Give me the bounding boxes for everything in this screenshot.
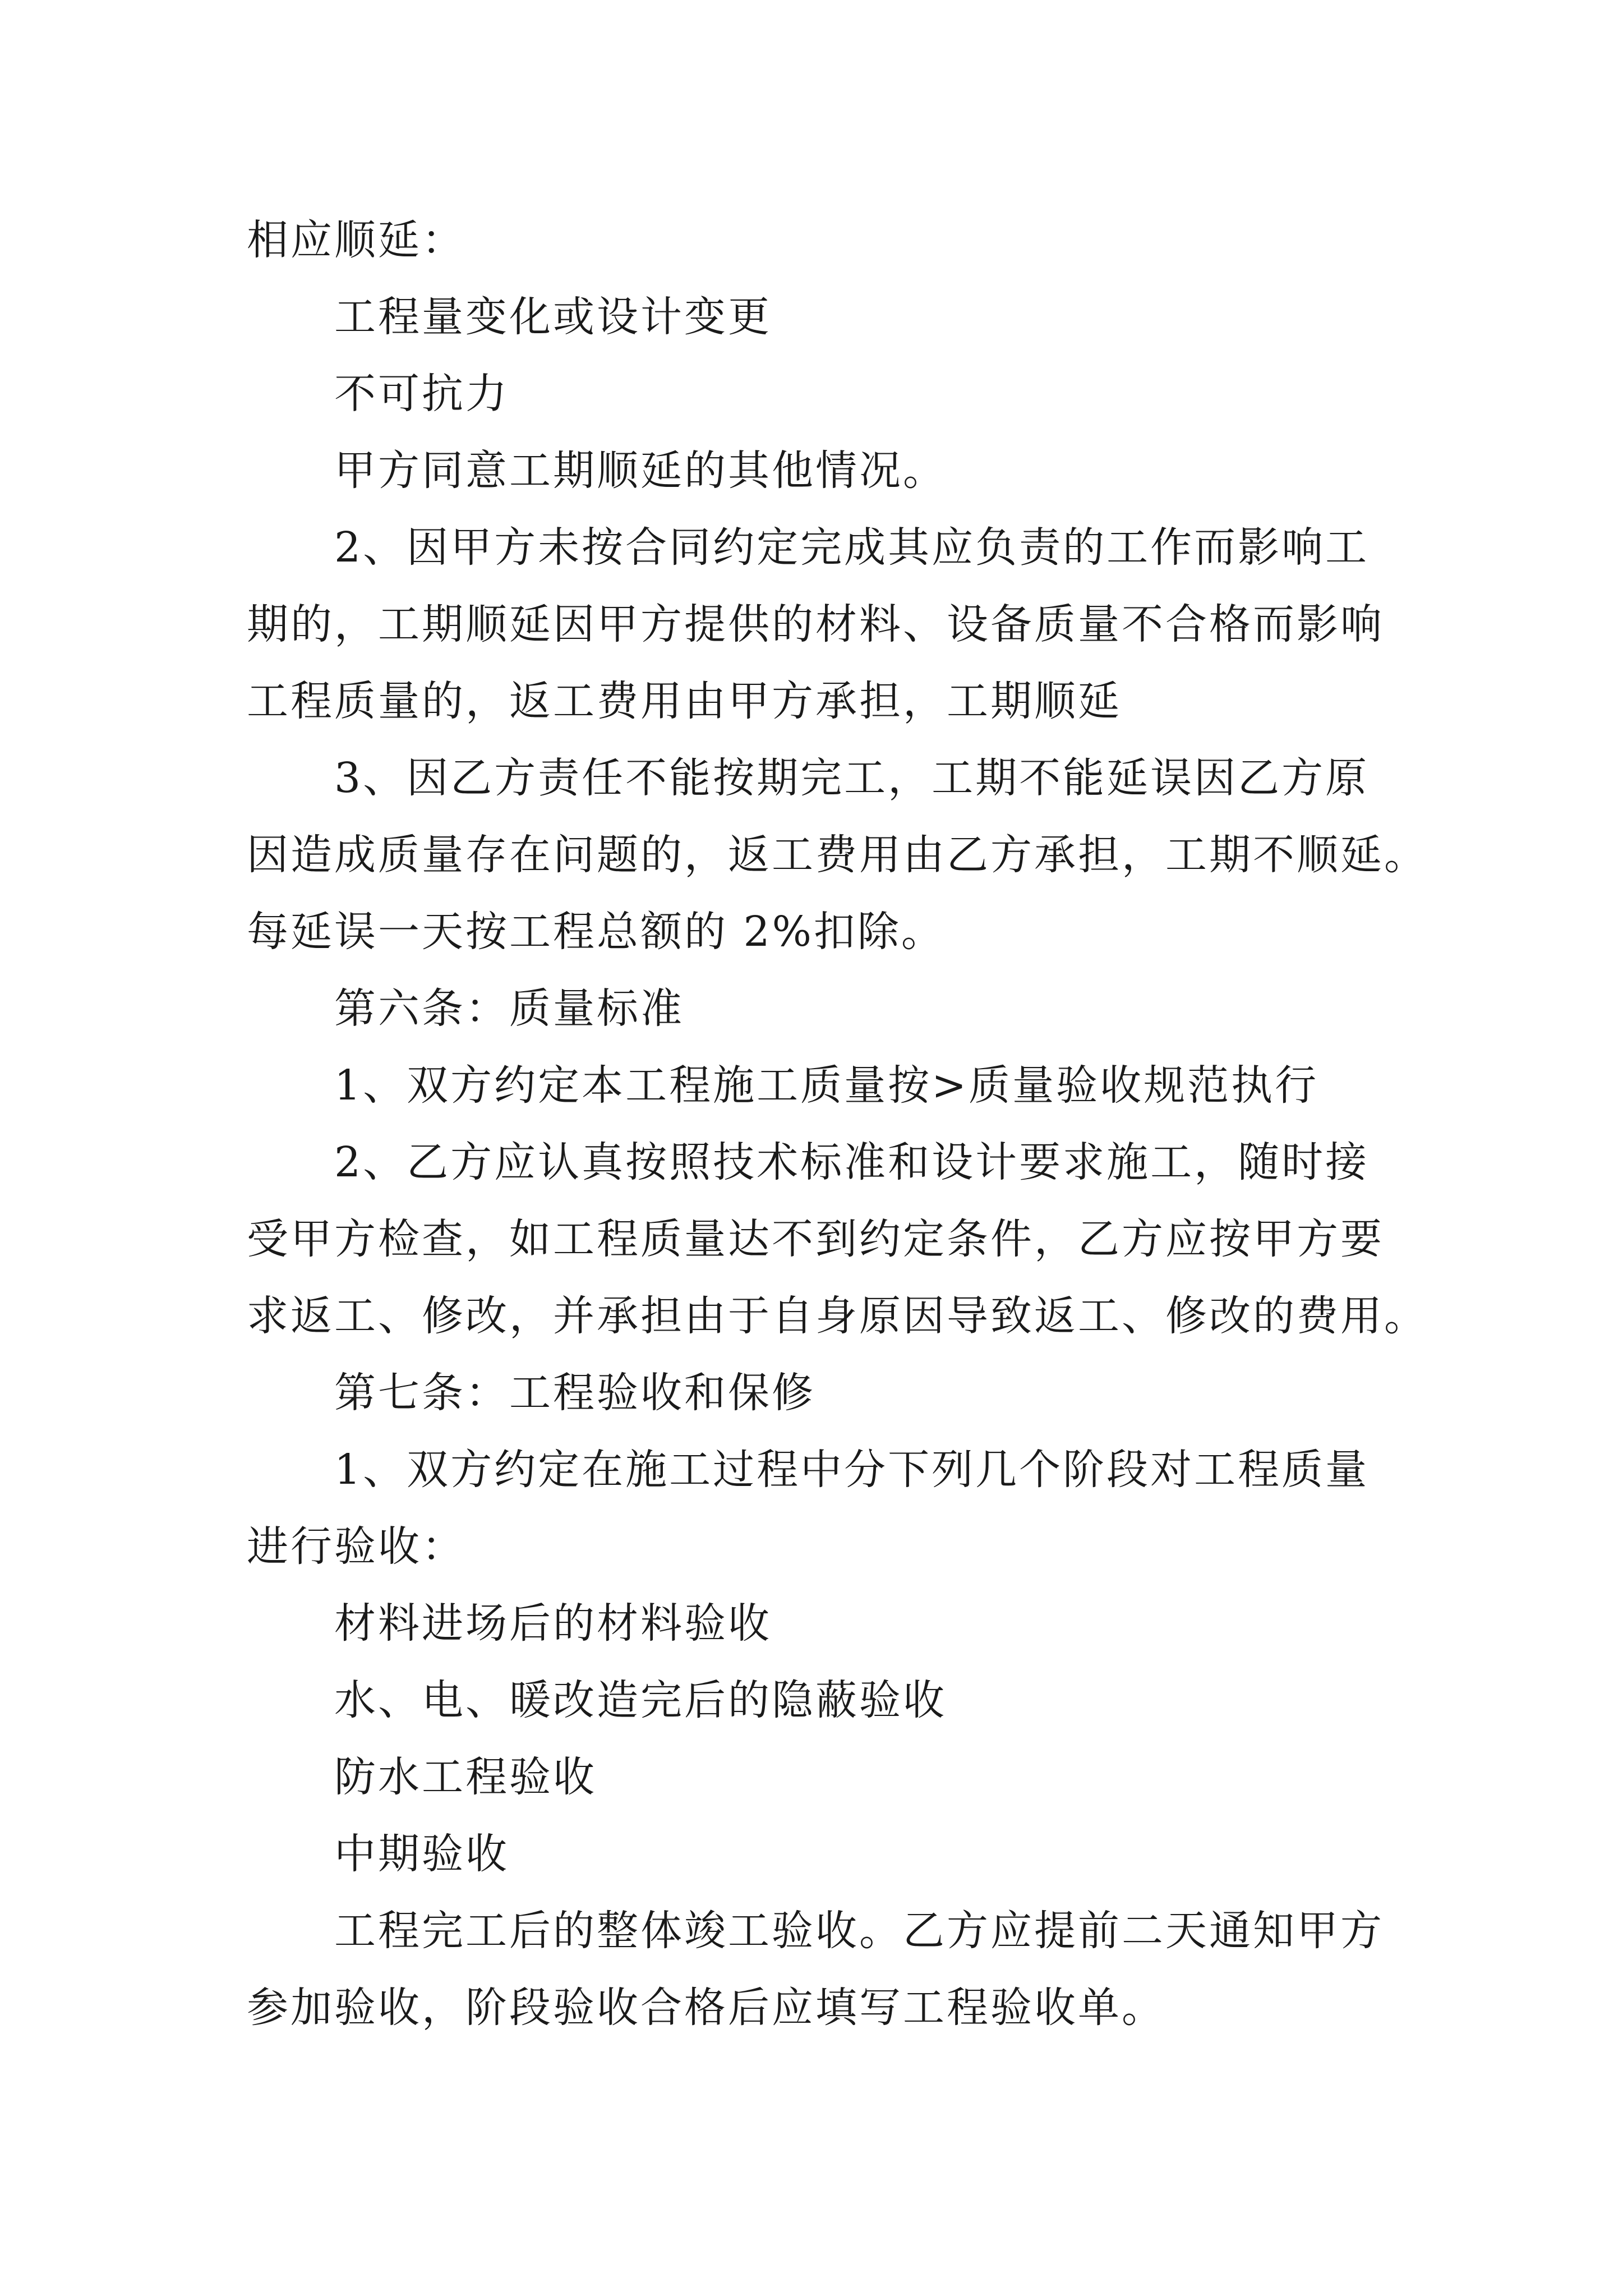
document-body	[247, 202, 1428, 2046]
text-line-21: 防水工程验收	[334, 1753, 597, 1801]
text-line-8: 3、因乙方责任不能按期完工，工期不能延误因乙方原	[334, 754, 1370, 802]
text-line-18: 进行验收：	[247, 1522, 465, 1571]
section-heading-6: 第六条：质量标准	[334, 984, 684, 1033]
text-line-4: 甲方同意工期顺延的其他情况。	[334, 447, 947, 495]
section-heading-7: 第七条：工程验收和保修	[334, 1369, 815, 1417]
text-line-5: 2、因甲方未按合同约定完成其应负责的工作而影响工	[334, 523, 1370, 572]
text-line-24: 参加验收，阶段验收合格后应填写工程验收单。	[247, 1984, 1165, 2032]
text-line-15: 求返工、修改，并承担由于自身原因导致返工、修改的费用。	[247, 1292, 1428, 1340]
text-line-12: 1、双方约定本工程施工质量按>质量验收规范执行	[334, 1061, 1319, 1110]
text-line-10: 每延误一天按工程总额的 2%扣除。	[247, 908, 945, 956]
text-line-13: 2、乙方应认真按照技术标准和设计要求施工，随时接	[334, 1138, 1370, 1186]
text-line-6: 期的，工期顺延因甲方提供的材料、设备质量不合格而影响	[247, 600, 1384, 648]
text-line-3: 不可抗力	[334, 370, 509, 418]
text-line-9: 因造成质量存在问题的，返工费用由乙方承担，工期不顺延。	[247, 831, 1428, 879]
text-line-2: 工程量变化或设计变更	[334, 293, 772, 341]
text-line-20: 水、电、暖改造完后的隐蔽验收	[334, 1676, 947, 1724]
text-line-1: 相应顺延：	[247, 216, 465, 264]
text-line-17: 1、双方约定在施工过程中分下列几个阶段对工程质量	[334, 1446, 1370, 1494]
text-line-14: 受甲方检查，如工程质量达不到约定条件，乙方应按甲方要	[247, 1215, 1384, 1263]
text-line-7: 工程质量的，返工费用由甲方承担，工期顺延	[247, 677, 1122, 725]
text-line-23: 工程完工后的整体竣工验收。乙方应提前二天通知甲方	[334, 1907, 1384, 1955]
text-line-22: 中期验收	[334, 1830, 509, 1878]
text-line-19: 材料进场后的材料验收	[334, 1599, 772, 1648]
